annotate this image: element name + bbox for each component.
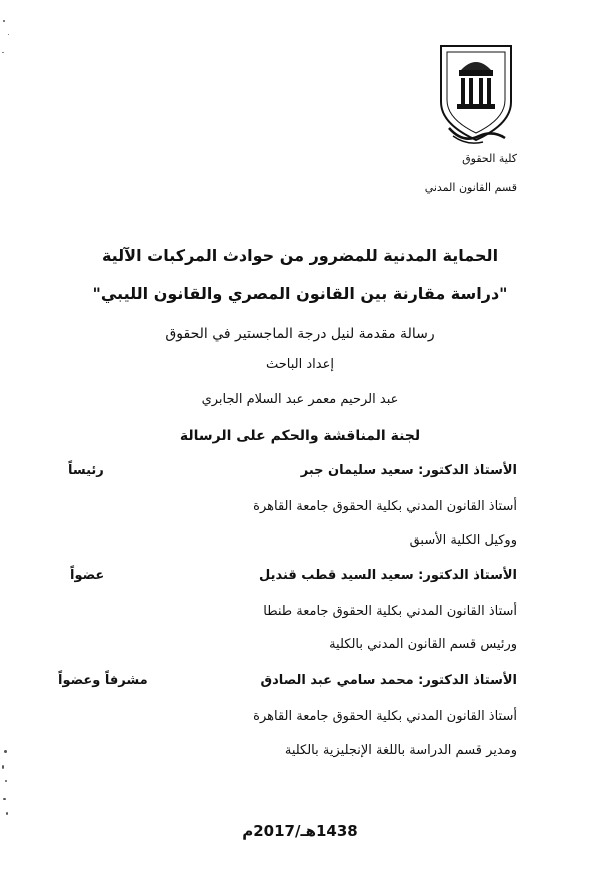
member-1-desc-1: أستاذ القانون المدني بكلية الحقوق جامعة القاهرة (253, 499, 517, 514)
committee-heading: لجنة المناقشة والحكم على الرسالة (179, 428, 421, 444)
member-1-role: رئيساً (68, 463, 104, 478)
researcher-name: عبد الرحيم معمر عبد السلام الجابري (201, 392, 399, 407)
date: 1438هـ/2017م (242, 822, 358, 840)
member-2-name: الأستاذ الدكتور: سعيد السيد قطب قنديل (258, 568, 517, 583)
department-name: قسم القانون المدني (424, 181, 517, 194)
prepared-by-label: إعداد الباحث (266, 357, 334, 372)
member-3-desc-2: ومدير قسم الدراسة باللغة الإنجليزية بالكلية (284, 743, 517, 758)
member-1-name: الأستاذ الدكتور: سعيد سليمان جبر (300, 463, 517, 478)
thesis-subtitle: "دراسة مقارنة بين القانون المصري والقانون الليبي" (92, 284, 508, 303)
thesis-title: الحماية المدنية للمضرور من حوادث المركبات الآلية (101, 246, 499, 265)
member-2-desc-2: ورئيس قسم القانون المدني بالكلية (329, 637, 517, 652)
member-2-role: عضواً (70, 568, 105, 583)
member-1-desc-2: ووكيل الكلية الأسبق (409, 533, 517, 548)
faculty-name: كلية الحقوق (462, 152, 517, 165)
thesis-purpose: رسالة مقدمة لنيل درجة الماجستير في الحقوق (165, 326, 435, 342)
cairo-university-logo (433, 40, 519, 146)
member-3-name: الأستاذ الدكتور: محمد سامي عبد الصادق (260, 673, 517, 688)
member-3-role: مشرفاً وعضواً (58, 673, 148, 688)
member-2-desc-1: أستاذ القانون المدني بكلية الحقوق جامعة طنطا (263, 604, 517, 619)
member-3-desc-1: أستاذ القانون المدني بكلية الحقوق جامعة القاهرة (253, 709, 517, 724)
